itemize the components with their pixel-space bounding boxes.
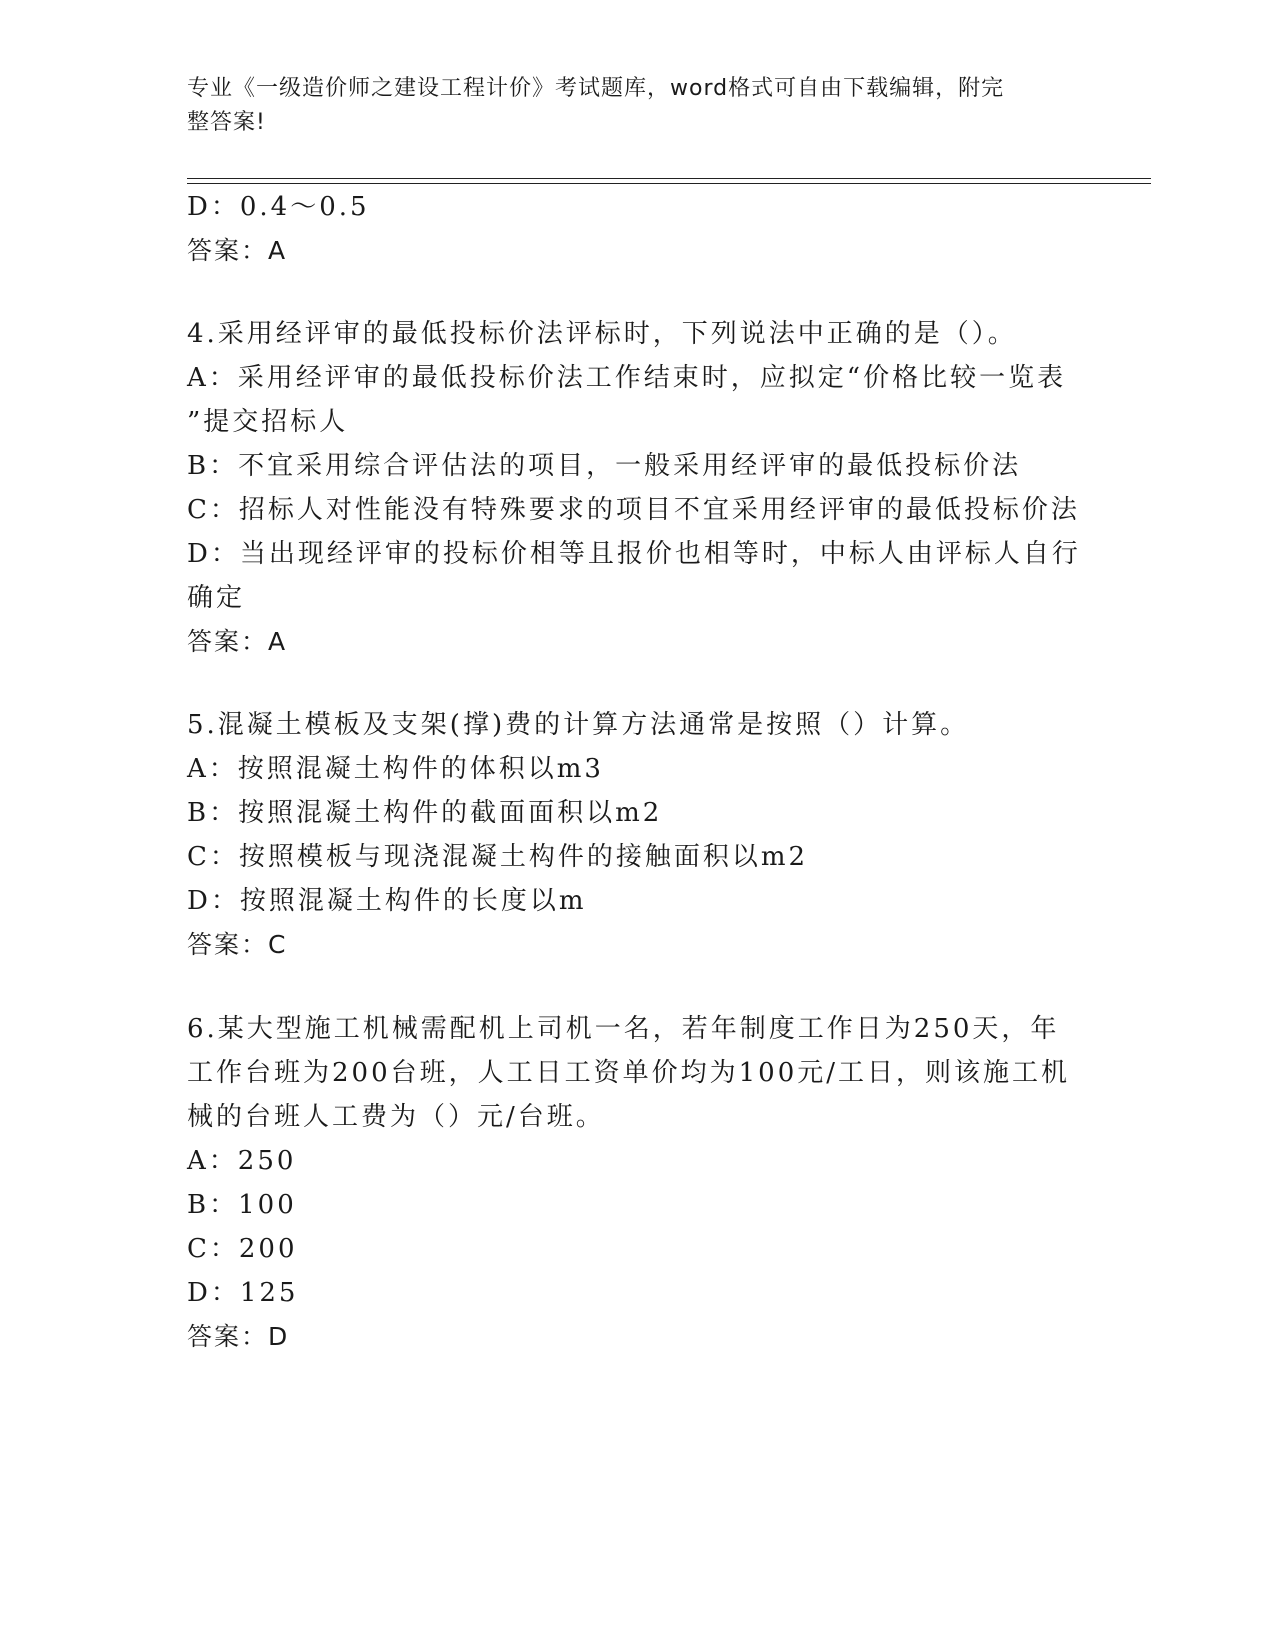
q4-option-d-line2: 确定	[187, 583, 246, 613]
header-line-2: 整答案!	[187, 110, 266, 135]
q4-option-b: B：不宜采用综合评估法的项目，一般采用经评审的最低投标价法	[187, 451, 1022, 481]
header-divider-top	[187, 178, 1151, 179]
q4-option-c: C：招标人对性能没有特殊要求的项目不宜采用经评审的最低投标价法	[187, 495, 1080, 525]
q6-answer: 答案：D	[187, 1322, 290, 1351]
q6-option-b: B：100	[187, 1190, 297, 1220]
q6-option-c: C：200	[187, 1234, 298, 1264]
q5-option-b: B：按照混凝土构件的截面面积以m2	[187, 798, 663, 828]
q4-option-d-line1: D：当出现经评审的投标价相等且报价也相等时，中标人由评标人自行	[187, 539, 1081, 569]
q5-option-c: C：按照模板与现浇混凝土构件的接触面积以m2	[187, 842, 809, 872]
q6-stem-line1: 6.某大型施工机械需配机上司机一名，若年制度工作日为250天，年	[187, 1014, 1060, 1044]
q6-stem-line2: 工作台班为200台班，人工日工资单价均为100元/工日，则该施工机	[187, 1058, 1071, 1088]
header-line-1: 专业《一级造价师之建设工程计价》考试题库，word格式可自由下载编辑，附完	[187, 76, 1005, 101]
q4-option-a-line2: ”提交招标人	[187, 407, 349, 437]
q5-option-d: D：按照混凝土构件的长度以m	[187, 886, 587, 916]
q4-stem: 4.采用经评审的最低投标价法评标时，下列说法中正确的是（）。	[187, 319, 1017, 349]
q6-option-d: D：125	[187, 1278, 299, 1308]
q5-option-a: A：按照混凝土构件的体积以m3	[187, 754, 604, 784]
prev-answer: 答案：A	[187, 236, 288, 265]
header-divider-bottom	[187, 183, 1151, 184]
q5-answer: 答案：C	[187, 930, 288, 959]
q6-option-a: A：250	[187, 1146, 297, 1176]
document-header	[187, 72, 1087, 140]
q4-option-a-line1: A：采用经评审的最低投标价法工作结束时，应拟定“价格比较一览表	[187, 363, 1067, 393]
prev-option-d: D：0.4～0.5	[187, 192, 370, 222]
q6-stem-line3: 械的台班人工费为（）元/台班。	[187, 1102, 605, 1132]
q4-answer: 答案：A	[187, 627, 288, 656]
q5-stem: 5.混凝土模板及支架(撑)费的计算方法通常是按照（）计算。	[187, 710, 970, 740]
